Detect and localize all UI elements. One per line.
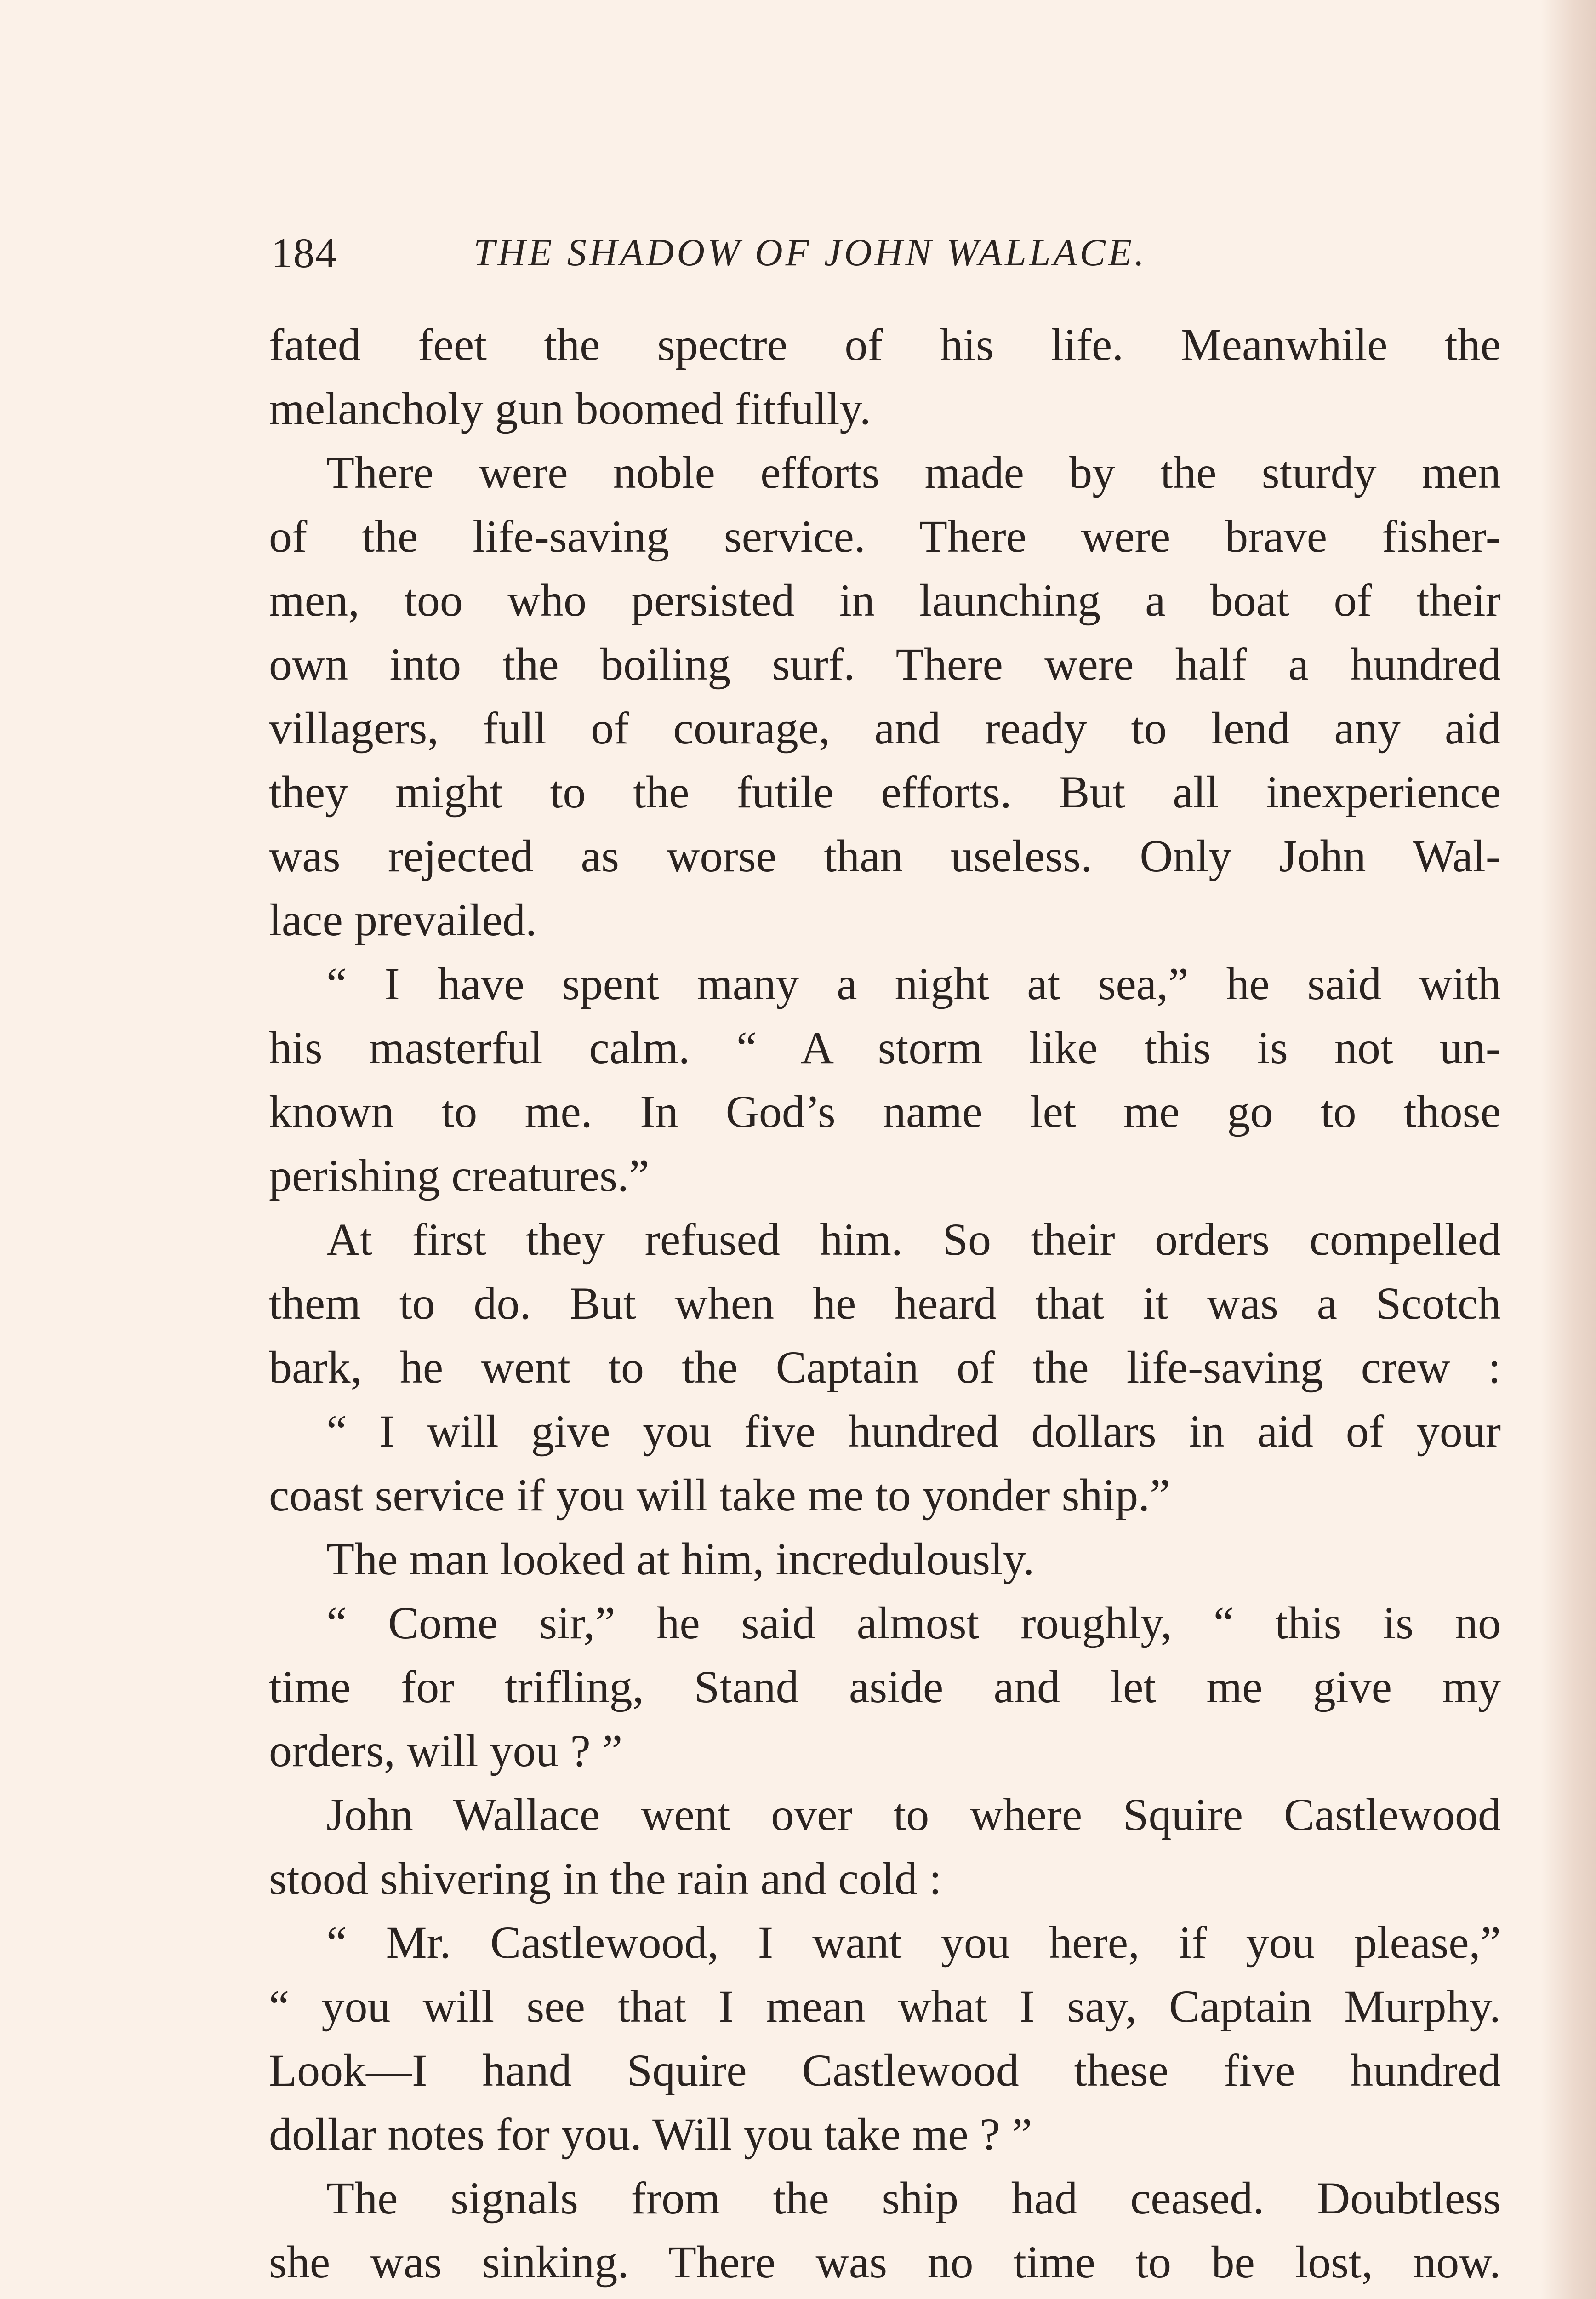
text-line: “ Come sir,” he said almost roughly, “ this is no	[326, 1597, 1501, 1648]
text-line: stood shivering in the rain and cold :	[269, 1853, 942, 1904]
body-text	[269, 313, 1501, 2299]
text-line: The signals from the ship had ceased. Doubtless	[326, 2173, 1501, 2224]
text-line: lace prevailed.	[269, 894, 537, 945]
text-line: “ you will see that I mean what I say, Captain Murphy.	[269, 1981, 1501, 2032]
text-line: There were noble efforts made by the sturdy men	[326, 447, 1501, 498]
running-title: THE SHADOW OF JOHN WALLACE.	[473, 231, 1147, 274]
text-line: orders, will you ? ”	[269, 1725, 623, 1776]
text-line: perishing creatures.”	[269, 1150, 650, 1201]
text-line: The man looked at him, incredulously.	[326, 1533, 1035, 1584]
text-line: At first they refused him. So their orders compelled	[326, 1214, 1501, 1265]
text-line: “ I have spent many a night at sea,” he said with	[326, 958, 1501, 1009]
text-line: fated feet the spectre of his life. Meanwhile the	[269, 319, 1501, 370]
text-line: “ I will give you five hundred dollars in aid of your	[326, 1406, 1501, 1457]
text-line: was rejected as worse than useless. Only John Wal-	[269, 830, 1501, 881]
text-line: John Wallace went over to where Squire Castlewood	[326, 1789, 1501, 1840]
text-line: own into the boiling surf. There were half a hundred	[269, 639, 1501, 690]
text-line: them to do. But when he heard that it was a Scotch	[269, 1278, 1501, 1329]
text-line: men, too who persisted in launching a boat of their	[269, 575, 1501, 626]
text-line: she was sinking. There was no time to be lost, now.	[269, 2236, 1501, 2288]
text-line: Look—I hand Squire Castlewood these five hundred	[269, 2045, 1501, 2096]
text-line: they might to the futile efforts. But all inexperience	[269, 766, 1501, 818]
text-line: villagers, full of courage, and ready to lend any aid	[269, 703, 1501, 754]
text-line: melancholy gun boomed fitfully.	[269, 383, 871, 434]
running-head	[271, 223, 1503, 283]
text-line: known to me. In God’s name let me go to those	[269, 1086, 1501, 1137]
text-line: time for trifling, Stand aside and let me give my	[269, 1661, 1501, 1712]
page-edge-shadow	[1541, 0, 1596, 2299]
text-line: his masterful calm. “ A storm like this is not un-	[269, 1022, 1501, 1073]
text-line: coast service if you will take me to yonder ship.”	[269, 1470, 1170, 1521]
page-number: 184	[271, 229, 337, 276]
text-line: dollar notes for you. Will you take me ? ”	[269, 2109, 1032, 2160]
text-line: “ Mr. Castlewood, I want you here, if you please,”	[326, 1917, 1501, 1968]
text-line: of the life-saving service. There were brave fisher-	[269, 511, 1501, 562]
text-line: bark, he went to the Captain of the life-saving crew :	[269, 1342, 1501, 1393]
text-line	[269, 2294, 1501, 2299]
